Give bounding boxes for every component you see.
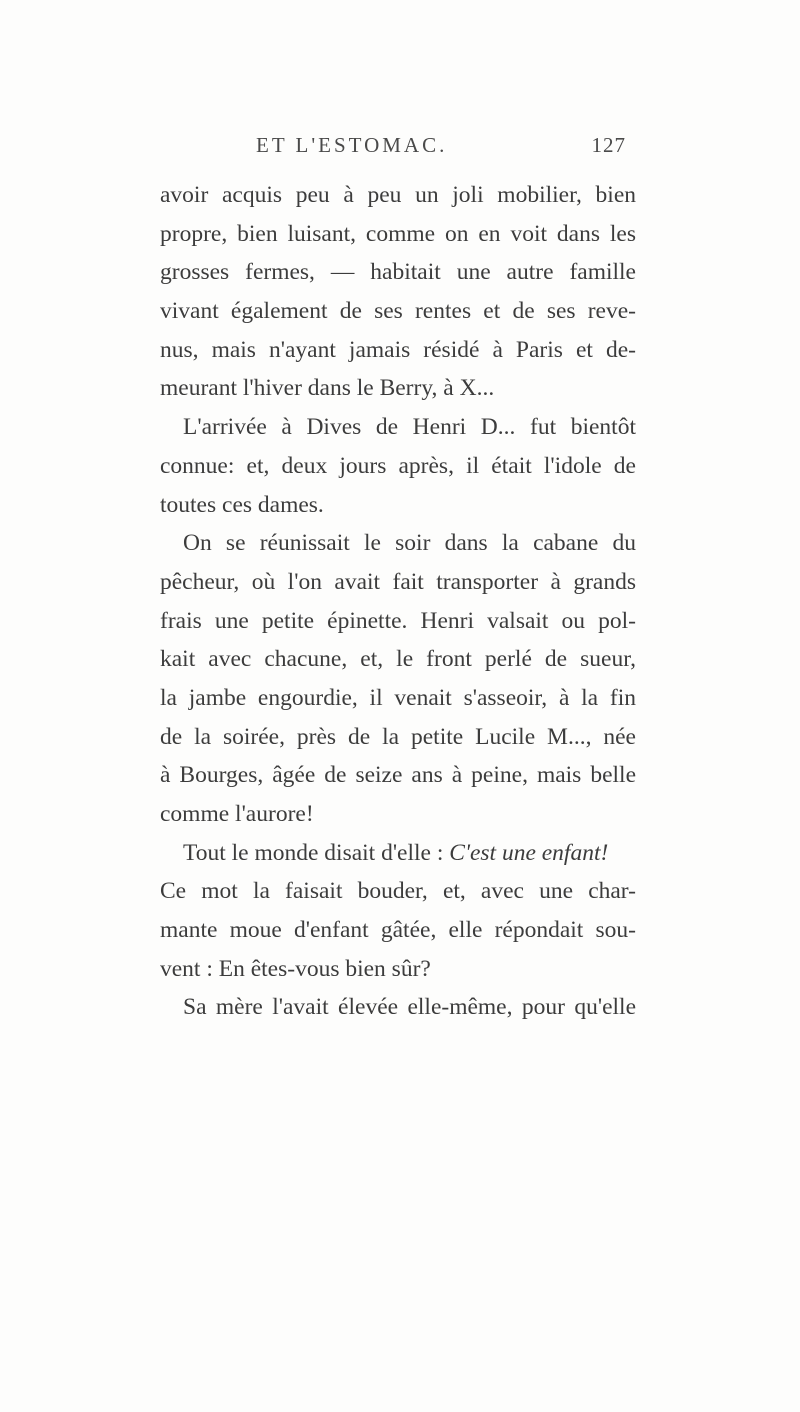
- text-line: la jambe engourdie, il venait s'asseoir, à la fin: [160, 684, 636, 711]
- text-line: avoir acquis peu à peu un joli mobilier, bien: [160, 182, 636, 208]
- text-line: On se réunissait le soir dans la cabane du: [183, 530, 636, 557]
- text-line: nus, mais n'ayant jamais résidé à Paris et de-: [160, 336, 636, 363]
- text-line: kait avec chacune, et, le front perlé de sueur,: [160, 646, 636, 673]
- text-line: à Bourges, âgée de seize ans à peine, mais belle: [160, 762, 636, 789]
- text-line: comme l'aurore!: [160, 801, 314, 827]
- text-line: frais une petite épinette. Henri valsait ou pol-: [160, 607, 636, 634]
- body-text: [160, 176, 636, 1027]
- text-line: vivant également de ses rentes et de ses reve-: [160, 298, 636, 325]
- text-line: vent : En êtes-vous bien sûr?: [160, 955, 431, 982]
- text-line: L'arrivée à Dives de Henri D... fut bientôt: [183, 414, 636, 441]
- text-line: [160, 834, 636, 873]
- text-line: Sa mère l'avait élevée elle-même, pour qu'elle: [183, 994, 636, 1021]
- page-number: 127: [591, 133, 626, 157]
- italic-quote: C'est une enfant!: [449, 839, 609, 866]
- text-run: Tout le monde disait d'elle :: [183, 839, 450, 866]
- text-line: meurant l'hiver dans le Berry, à X...: [160, 375, 495, 402]
- text-line: Ce mot la faisait bouder, et, avec une char-: [160, 878, 636, 905]
- running-head: [256, 133, 626, 165]
- text-line: pêcheur, où l'on avait fait transporter à grands: [160, 568, 636, 595]
- running-title: ET L'ESTOMAC.: [256, 133, 448, 157]
- text-line: grosses fermes, — habitait une autre famille: [160, 259, 636, 286]
- text-line: de la soirée, près de la petite Lucile M..., née: [160, 723, 636, 750]
- text-line: toutes ces dames.: [160, 491, 324, 518]
- text-line: propre, bien luisant, comme on en voit dans les: [160, 220, 636, 247]
- text-line: mante moue d'enfant gâtée, elle répondait sou-: [160, 917, 636, 944]
- text-line: connue: et, deux jours après, il était l'idole de: [160, 452, 636, 479]
